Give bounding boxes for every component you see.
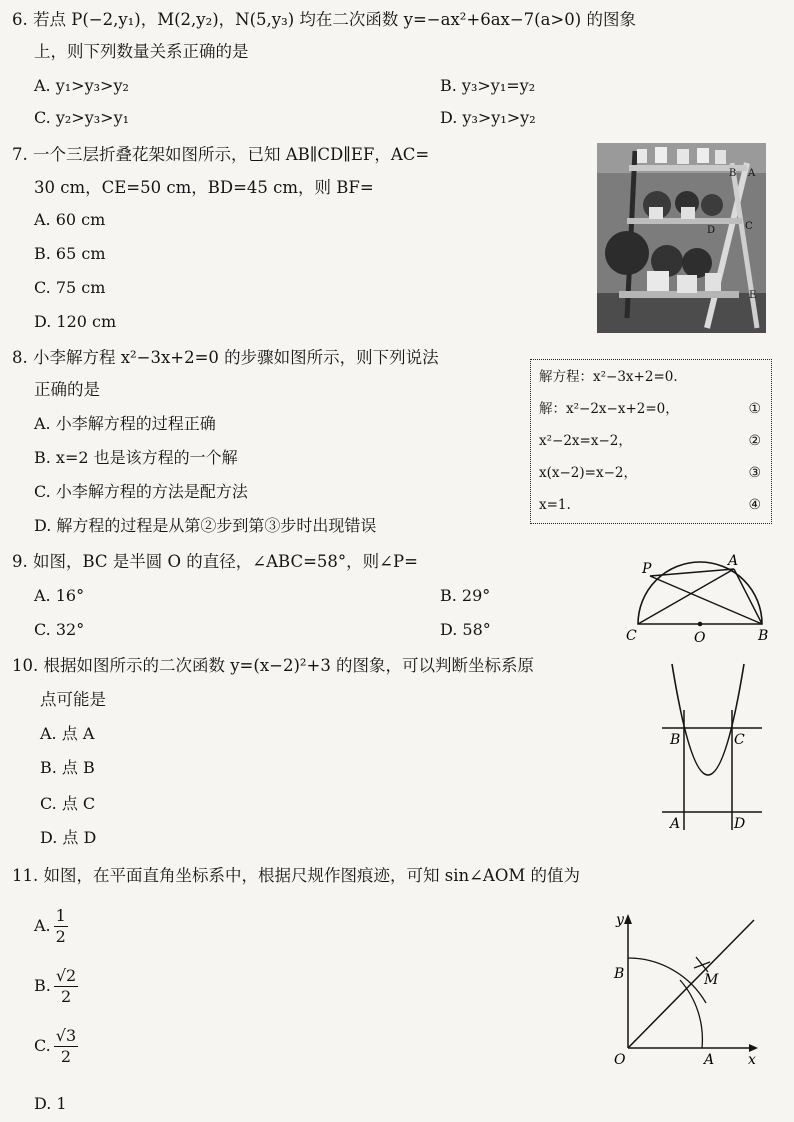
q11-option-a-prefix: A. <box>34 916 51 935</box>
label-a: A <box>670 816 681 832</box>
q11-option-b-fraction <box>54 966 78 1007</box>
q10-option-b: B. 点 B <box>40 758 95 777</box>
q7-option-c: C. 75 cm <box>34 278 106 297</box>
q8-stem-line2: 正确的是 <box>34 380 100 399</box>
q11-stem: 11. 如图，在平面直角坐标系中，根据尺规作图痕迹，可知 sin∠AOM 的值为 <box>12 866 581 885</box>
q11-option-b <box>34 966 78 1007</box>
q6-option-c: C. y₂>y₃>y₁ <box>34 108 130 127</box>
q11-option-c-denominator: 2 <box>60 1047 72 1066</box>
label-o: O <box>694 630 706 646</box>
q11-option-b-numerator: √2 <box>55 966 77 985</box>
photo-label-c: C <box>745 221 753 232</box>
label-b: B <box>670 732 681 748</box>
q6-stem-line1: 6. 若点 P(−2,y₁)，M(2,y₂)，N(5,y₃) 均在二次函数 y=−ax²+6ax−7(a>0) 的图象 <box>12 10 636 29</box>
q7-option-b: B. 65 cm <box>34 244 106 263</box>
q9-option-b: B. 29° <box>440 586 491 605</box>
box-step-1: 解：x²−2x−x+2=0， <box>539 401 679 417</box>
q8-option-d: D. 解方程的过程是从第②步到第③步时出现错误 <box>34 516 377 535</box>
solution-steps-box <box>530 359 772 524</box>
q6-option-d: D. y₃>y₁>y₂ <box>440 108 536 127</box>
label-a: A <box>704 1052 715 1068</box>
q7-option-d: D. 120 cm <box>34 312 117 331</box>
q8-option-b: B. x=2 也是该方程的一个解 <box>34 448 238 467</box>
parabola-figure <box>656 660 768 832</box>
label-m: M <box>704 972 719 988</box>
q11-option-c-fraction <box>54 1026 78 1067</box>
q8-option-c: C. 小李解方程的方法是配方法 <box>34 482 248 501</box>
q11-option-c <box>34 1026 78 1067</box>
label-x: x <box>748 1052 756 1068</box>
box-step-4: x=1. <box>539 497 571 513</box>
q6-stem-line2: 上，则下列数量关系正确的是 <box>34 42 249 61</box>
q11-option-d: D. 1 <box>34 1094 67 1113</box>
q11-option-c-numerator: √3 <box>55 1026 77 1045</box>
box-step-3: x(x−2)=x−2， <box>539 465 637 481</box>
label-b: B <box>614 966 625 982</box>
q7-stem-line1: 7. 一个三层折叠花架如图所示，已知 AB∥CD∥EF，AC= <box>12 145 430 164</box>
q10-option-c: C. 点 C <box>40 794 96 813</box>
q9-option-c: C. 32° <box>34 620 85 639</box>
photo-label-e: E <box>749 290 757 301</box>
label-d: D <box>734 816 746 832</box>
q11-option-a <box>34 906 68 947</box>
q11-option-b-prefix: B. <box>34 976 51 995</box>
q8-stem-line1: 8. 小李解方程 x²−3x+2=0 的步骤如图所示，则下列说法 <box>12 348 439 367</box>
q7-stem-line2: 30 cm，CE=50 cm，BD=45 cm，则 BF= <box>34 178 374 197</box>
box-mark-4: ④ <box>748 497 761 513</box>
label-b: B <box>758 628 769 644</box>
q10-option-d: D. 点 D <box>40 828 97 847</box>
q11-option-a-denominator: 2 <box>55 927 66 946</box>
q9-option-d: D. 58° <box>440 620 491 639</box>
q11-option-b-denominator: 2 <box>60 987 72 1006</box>
q10-stem-line1: 10. 根据如图所示的二次函数 y=(x−2)²+3 的图象，可以判断坐标系原 <box>12 656 535 675</box>
q6-option-b: B. y₃>y₁=y₂ <box>440 76 536 95</box>
photo-label-b: B <box>729 168 737 179</box>
box-mark-3: ③ <box>748 465 761 481</box>
q7-option-a: A. 60 cm <box>34 210 106 229</box>
coordinate-figure <box>598 902 768 1076</box>
box-mark-1: ① <box>748 401 761 417</box>
label-c: C <box>734 732 745 748</box>
label-o: O <box>614 1052 626 1068</box>
q6-option-a: A. y₁>y₃>y₂ <box>34 76 129 95</box>
label-y: y <box>616 912 624 928</box>
q9-option-a: A. 16° <box>34 586 85 605</box>
q10-option-a: A. 点 A <box>40 724 95 743</box>
photo-label-d: D <box>707 225 716 236</box>
label-c: C <box>626 628 637 644</box>
q11-option-c-prefix: C. <box>34 1036 51 1055</box>
box-step-2: x²−2x=x−2， <box>539 433 632 449</box>
semicircle-figure <box>620 548 780 646</box>
q10-stem-line2: 点可能是 <box>40 690 106 709</box>
q11-option-a-numerator: 1 <box>55 906 66 925</box>
box-mark-2: ② <box>748 433 761 449</box>
label-p: P <box>642 561 652 577</box>
box-title: 解方程：x²−3x+2=0. <box>539 369 678 385</box>
q9-stem: 9. 如图，BC 是半圆 O 的直径，∠ABC=58°，则∠P= <box>12 552 418 571</box>
q8-option-a: A. 小李解方程的过程正确 <box>34 414 216 433</box>
q11-option-a-fraction <box>54 906 68 947</box>
photo-label-a: A <box>748 168 756 179</box>
flower-rack-photo <box>597 143 766 333</box>
label-a: A <box>728 553 739 569</box>
